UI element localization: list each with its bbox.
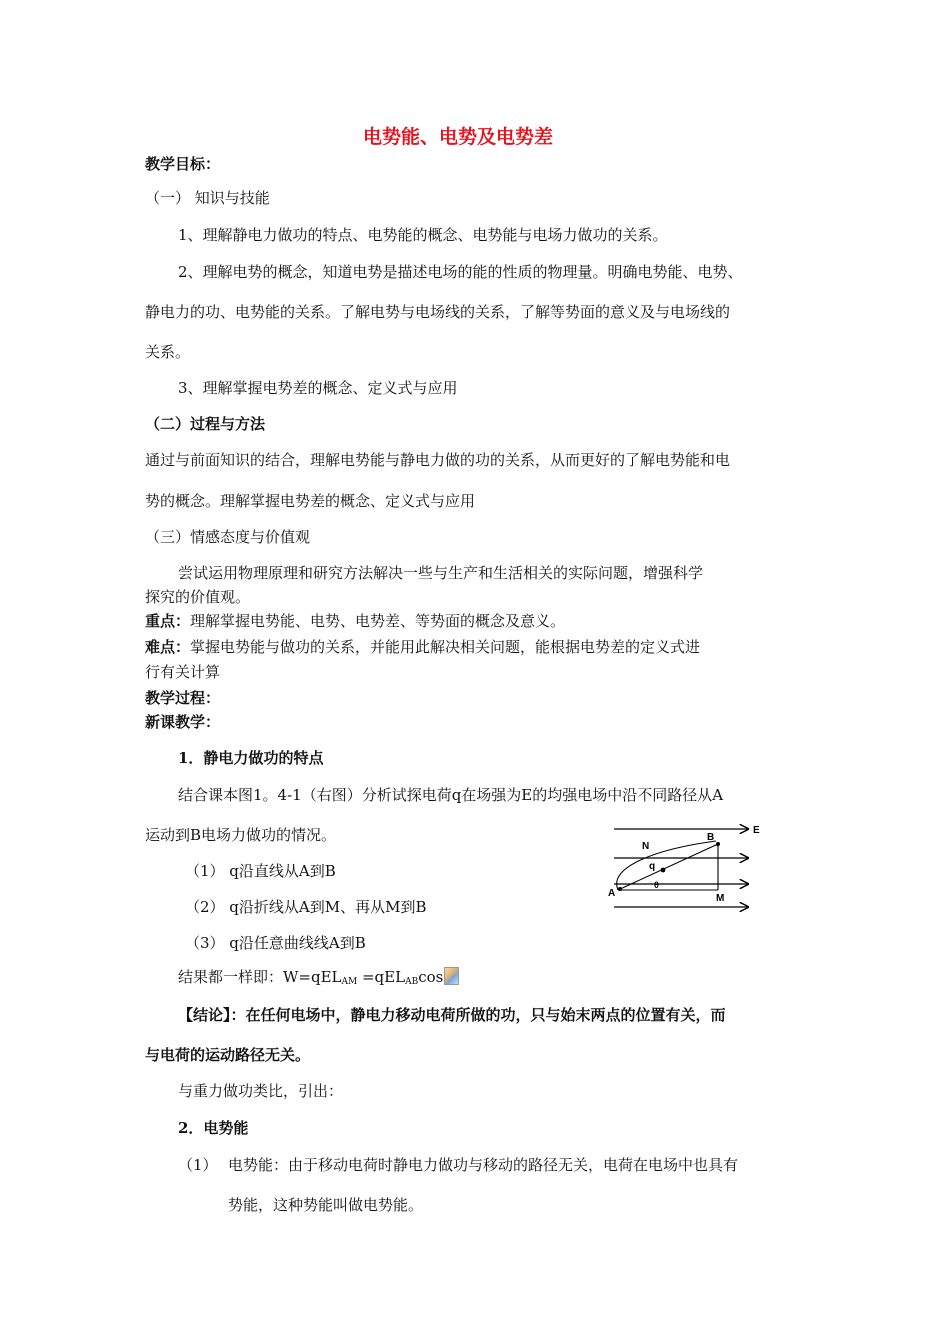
objectives-heading: 教学目标： xyxy=(145,155,221,173)
label-m: M xyxy=(716,893,725,904)
formula-mid: =qEL xyxy=(357,968,406,986)
formula-subscript-ab: AB xyxy=(405,977,419,987)
point-b-dot xyxy=(716,842,720,846)
label-n: N xyxy=(642,841,650,852)
section-knowledge-skills: （一） 知识与技能 xyxy=(145,189,270,207)
label-a: A xyxy=(608,888,616,899)
section-1-line-1: 结合课本图1。4-1（右图）分析试探电荷q在场强为E的均强电场中沿不同路径从A xyxy=(178,786,724,804)
difficult-point-text: 掌握电势能与做功的关系，并能用此解决相关问题，能根据电势差的定义式进 xyxy=(190,638,701,656)
label-e: E xyxy=(753,825,760,836)
difficult-point-line-2: 行有关计算 xyxy=(145,663,221,681)
goal-1: 1、理解静电力做功的特点、电势能的概念、电势能与电场力做功的关系。 xyxy=(178,226,668,244)
case-3: （3） q沿任意曲线线A到B xyxy=(185,934,366,952)
new-lesson-heading: 新课教学： xyxy=(145,713,221,731)
conclusion-line-1: 【结论】：在任何电场中，静电力移动电荷所做的功，只与始末两点的位置有关，而 xyxy=(178,1006,726,1024)
attitude-line-1: 尝试运用物理原理和研究方法解决一些与生产和生活相关的实际问题，增强科学 xyxy=(178,564,704,582)
label-theta: θ xyxy=(654,880,659,890)
goal-2-line-3: 关系。 xyxy=(145,343,191,361)
case-2: （2） q沿折线从A到M、再从M到B xyxy=(185,898,427,916)
process-heading: 教学过程： xyxy=(145,689,221,707)
section-2-heading: 2．电势能 xyxy=(178,1119,249,1137)
theta-image-icon xyxy=(444,967,459,985)
formula-subscript-am: AM xyxy=(341,977,358,987)
label-q: q xyxy=(649,861,656,872)
electric-field-diagram xyxy=(606,817,766,917)
analogy-text: 与重力做功类比，引出： xyxy=(178,1082,344,1100)
formula-cos: cos xyxy=(418,968,444,986)
case-1: （1） q沿直线从A到B xyxy=(185,862,336,880)
attitude-line-2: 探究的价值观。 xyxy=(145,588,251,606)
key-point-text: 理解掌握电势能、电势、电势差、等势面的概念及意义。 xyxy=(190,612,566,630)
definition-line-1: 电势能：由于移动电荷时静电力做功与移动的路径无关，电荷在电场中也具有 xyxy=(228,1156,739,1174)
section-attitude: （三）情感态度与价值观 xyxy=(145,528,311,546)
definition-number: （1） xyxy=(178,1156,218,1174)
point-a-dot xyxy=(618,887,622,891)
work-formula xyxy=(178,967,459,992)
goal-2-line-1: 2、理解电势的概念，知道电势是描述电场的能的性质的物理量。明确电势能、电势、 xyxy=(178,263,743,281)
key-point-label: 重点： xyxy=(145,612,191,630)
difficult-point xyxy=(145,637,700,657)
process-line-1: 通过与前面知识的结合，理解电势能与静电力做的功的关系，从而更好的了解电势能和电 xyxy=(145,451,731,469)
label-b: B xyxy=(707,832,715,843)
goal-2-line-2: 静电力的功、电势能的关系。了解电势与电场线的关系，了解等势面的意义及与电场线的 xyxy=(145,303,731,321)
difficult-point-label: 难点： xyxy=(145,638,191,656)
curved-path-anb xyxy=(617,841,716,890)
key-point xyxy=(145,611,565,631)
section-1-line-2: 运动到B电场力做功的情况。 xyxy=(145,826,337,844)
definition-line-2: 势能，这种势能叫做电势能。 xyxy=(228,1196,424,1214)
conclusion-line-2: 与电荷的运动路径无关。 xyxy=(145,1046,311,1064)
goal-3: 3、理解掌握电势差的概念、定义式与应用 xyxy=(178,379,458,397)
process-line-2: 势的概念。理解掌握电势差的概念、定义式与应用 xyxy=(145,492,476,510)
straight-path-ab xyxy=(618,844,718,890)
formula-prefix: 结果都一样即：W=qEL xyxy=(178,968,342,986)
section-process-method: （二）过程与方法 xyxy=(145,415,266,433)
section-1-heading: 1．静电力做功的特点 xyxy=(178,749,324,767)
page-title: 电势能、电势及电势差 xyxy=(363,126,554,148)
charge-q-dot xyxy=(661,868,666,873)
